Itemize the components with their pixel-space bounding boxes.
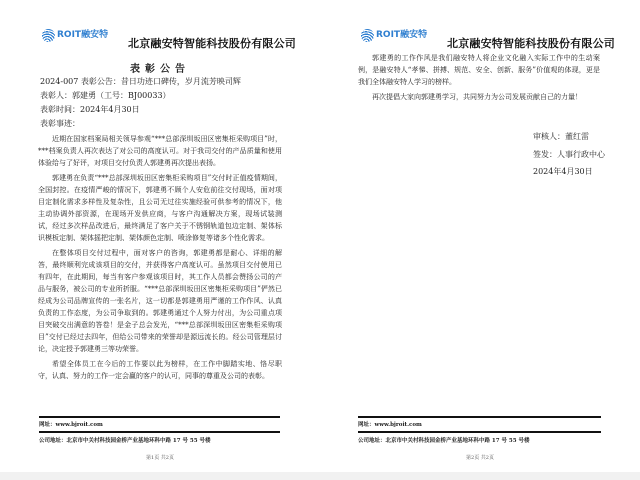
paragraph: 再次提倡大家向郭建勇学习，共同努力为公司发展贡献自己的力量！ <box>372 93 582 101</box>
award-date: 表彰时间：2024年4月30日 <box>40 105 140 114</box>
reviewer: 审核人：董红雷 <box>533 132 589 141</box>
body-text <box>358 52 600 106</box>
footer-website: 网址：www.bjroit.com <box>39 422 103 428</box>
signature-date: 2024年4月30日 <box>533 167 593 176</box>
page-title: 表彰公告 <box>130 64 190 75</box>
paragraph: 在整体项目交付过程中，面对客户的咨询，郭建勇都是耐心、详细的解答，最终顺利完成该项目的交付，并获得客户高度认可。虽然项目交付使用已有四年，在此期间，每当有客户参观该项目时，其工作人员都会赞扬公司的产品与服务，被公司的专业所折服。“***总部深圳坂田区密集柜采购项目”俨然已经成为公司品牌宣传的一张名片，这一切都是郭建勇用严谨的工作作风、认真负责的工作态度，为公司争取到的。郭建勇通过个人努力付出，为公司重点项目突破交出满意的答卷！是金子总会发光，“***总部深圳坂田区密集柜采购项目”交付已经过去四年，但给公司带来的荣誉却是源远流长的。经公司管理层讨论，决定授予郭建勇三等功荣誉。 <box>38 249 282 353</box>
page-number: 第1页 共2页 <box>146 455 174 461</box>
issuer: 签发：人事行政中心 <box>533 150 605 159</box>
paragraph: 郭建勇在负责“***总部深圳坂田区密集柜采购项目”交付时正值疫情期间，全国封控。在疫情严峻的情况下，郭建勇不顾个人安危前往交付现场，面对项目定制化需求多样性及复杂性，且公司无过往实施经验可供参考的情况下，他主动协调外部资源，在现场开发供应商，与客户沟通解决方案，现场试装测试，经过多次样品改进后，最终满足了客户关于不锈钢轨道包边定制、架体标识模板定制、架体摇把定制、架体颜色定制、喷涂修复等诸多个性化需求。 <box>38 174 282 242</box>
company-name: 北京融安特智能科技股份有限公司 <box>128 37 296 50</box>
paragraph: 希望全体员工在今后的工作要以此为榜样，在工作中脚踏实地、恪尽职守，认真、努力的工作一定会赢的客户的认可，同事的尊重及公司的表彰。 <box>38 360 282 380</box>
logo-text: ROIT融安特 <box>376 29 428 40</box>
fingerprint-logo-icon <box>42 29 55 42</box>
company-logo <box>42 27 112 43</box>
footer-address: 公司地址：北京市中关村科技园金桥产业基地环科中路 17 号 55 号楼 <box>358 438 530 444</box>
footer-divider <box>358 416 601 418</box>
footer-divider <box>39 416 280 418</box>
company-name: 北京融安特智能科技股份有限公司 <box>447 37 615 50</box>
deeds-label: 表彰事迹： <box>40 119 80 128</box>
footer-divider <box>39 431 280 433</box>
announcement-subject: 2024-007 表彰公告：昔日功迹口碑传，岁月流芳映司辉 <box>40 77 241 86</box>
page-number: 第2页 共2页 <box>466 455 494 461</box>
footer-address: 公司地址：北京市中关村科技园金桥产业基地环科中路 17 号 55 号楼 <box>39 438 211 444</box>
body-text <box>38 133 282 385</box>
awardee: 表彰人：郭建勇（工号：BJ00033） <box>40 91 171 100</box>
document-page-1 <box>0 0 320 470</box>
paragraph: 郭建勇的工作作风是我们融安特人将企业文化融入实际工作中的生动案例，是融安特人“孝悌、拼搏、规范、安全、创新、服务”价值观的体现，更是我们全体融安特人学习的榜样。 <box>358 54 600 86</box>
viewer-background <box>0 472 640 480</box>
footer-divider <box>358 431 601 433</box>
fingerprint-logo-icon <box>361 29 374 42</box>
logo-text: ROIT融安特 <box>57 29 109 40</box>
paragraph: 近期在国家档案局相关领导参观“***总部深圳坂田区密集柜采购项目”时，***档案负责人再次表达了对公司的高度认可。对于我司交付的产品质量和使用体验给与了好评，对项目交付负责人郭建勇再次提出表扬。 <box>38 135 282 167</box>
document-page-2 <box>320 0 640 470</box>
company-logo <box>361 27 431 43</box>
footer-website: 网址：www.bjroit.com <box>358 422 422 428</box>
